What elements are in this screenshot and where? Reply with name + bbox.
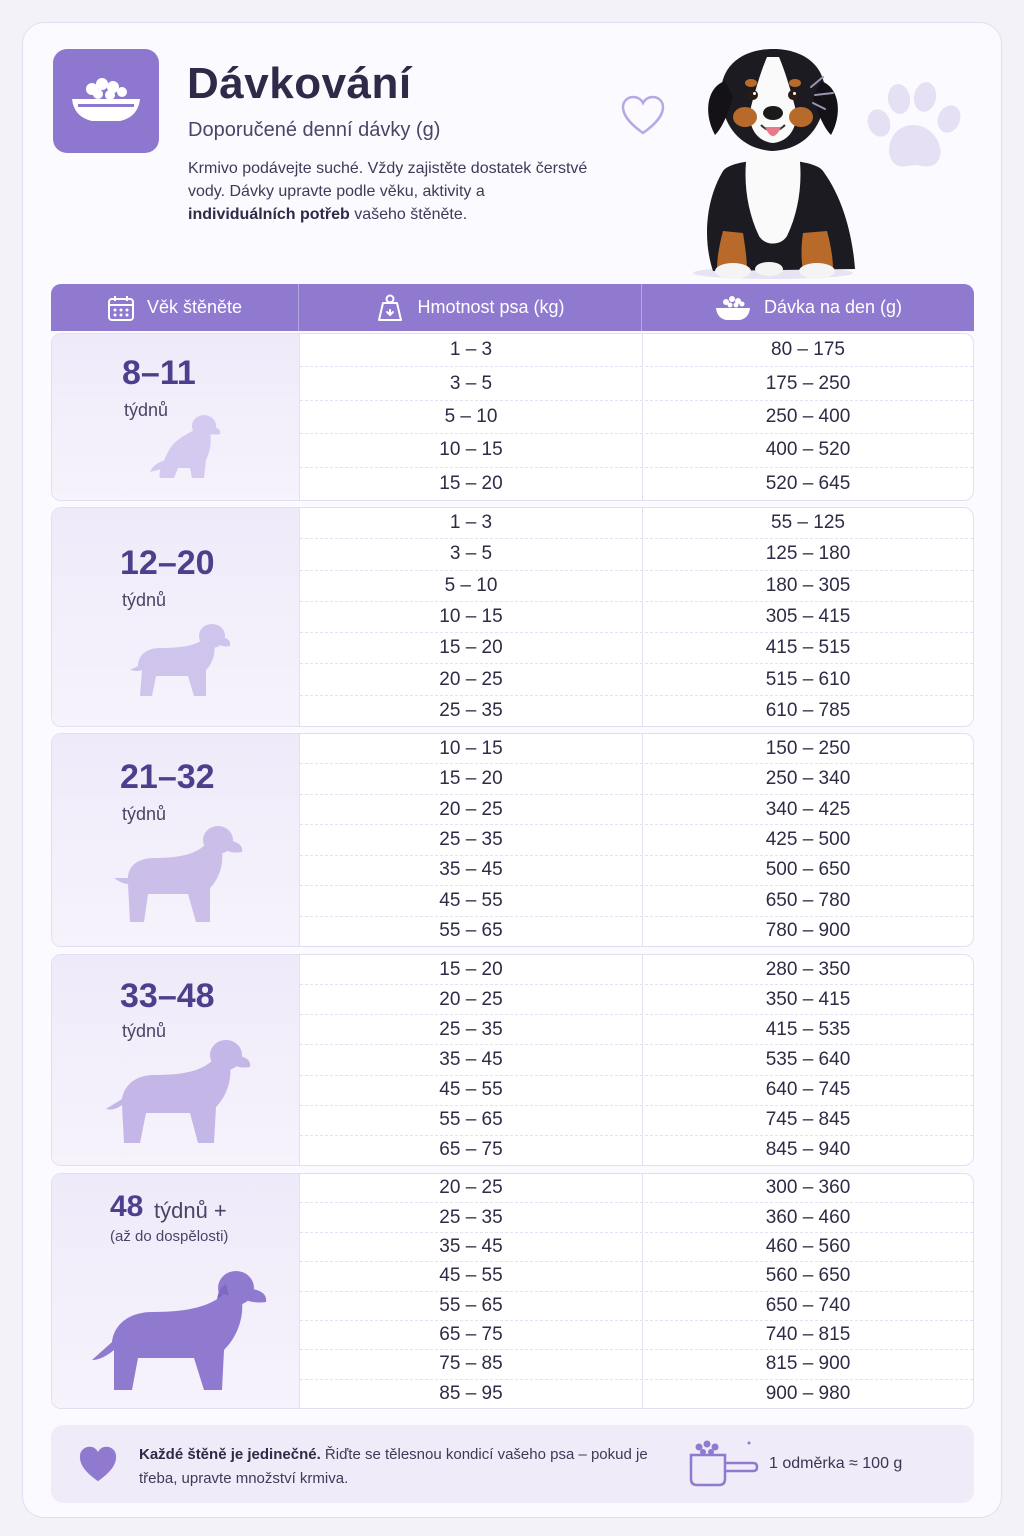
table-row: 55 – 65 780 – 900 [300, 917, 973, 946]
rows [300, 334, 973, 500]
age-cell [52, 955, 300, 1165]
age-range: 12–20 [120, 544, 215, 582]
adolescent-dog-silhouette-icon [104, 1035, 254, 1147]
table-row: 75 – 85 815 – 900 [300, 1350, 973, 1379]
age-group-8-11 [51, 333, 974, 501]
table-row: 5 – 10 250 – 400 [300, 401, 973, 434]
table-row: 55 – 65 650 – 740 [300, 1292, 973, 1321]
table-row: 1 – 3 55 – 125 [300, 508, 973, 539]
age-range: 48 [110, 1190, 144, 1223]
heart-outline-icon [621, 95, 665, 137]
table-row: 20 – 25 340 – 425 [300, 795, 973, 825]
table-row: 35 – 45 500 – 650 [300, 856, 973, 886]
table-row: 3 – 5 175 – 250 [300, 367, 973, 400]
table-row: 10 – 15 305 – 415 [300, 602, 973, 633]
table-row: 10 – 15 150 – 250 [300, 734, 973, 764]
age-range: 33–48 [120, 977, 215, 1015]
adult-dog-silhouette-icon [86, 1264, 272, 1394]
table-row: 15 – 20 415 – 515 [300, 633, 973, 664]
footer-text: Každé štěně je jedinečné. Řiďte se tělesnou kondicí vašeho psa – pokud je třeba, upravte množství krmiva. [139, 1446, 648, 1487]
age-unit: týdnů [122, 590, 167, 610]
puppy-silhouette-icon [124, 620, 234, 700]
rows [300, 508, 973, 726]
age-unit: týdnů [122, 1021, 167, 1041]
table-row: 25 – 35 425 – 500 [300, 825, 973, 855]
age-group-21-32 [51, 733, 974, 947]
table-row: 20 – 25 300 – 360 [300, 1174, 973, 1203]
table-row: 15 – 20 280 – 350 [300, 955, 973, 985]
table-row: 15 – 20 250 – 340 [300, 764, 973, 794]
table-row: 35 – 45 460 – 560 [300, 1233, 973, 1262]
footer-note [51, 1425, 974, 1503]
age-cell [52, 1174, 300, 1408]
intro-text: Krmivo podávejte suché. Vždy zajistěte dostatek čerstvé vody. Dávky upravte podle věku, aktivity a individuálních potřeb vašeho štěněte. [188, 160, 588, 223]
table-header [51, 284, 974, 331]
calendar-icon [107, 294, 135, 322]
rows [300, 955, 973, 1165]
table-row: 85 – 95 900 – 980 [300, 1380, 973, 1408]
age-note: (až do dospělosti) [110, 1228, 229, 1245]
table-row: 25 – 35 610 – 785 [300, 696, 973, 726]
age-cell [52, 734, 300, 946]
table-row: 10 – 15 400 – 520 [300, 434, 973, 467]
age-range: 21–32 [120, 758, 215, 796]
age-range: 8–11 [122, 354, 196, 392]
table-row: 45 – 55 640 – 745 [300, 1076, 973, 1106]
sparkle-lines-icon [807, 73, 837, 113]
age-unit: týdnů [122, 804, 167, 824]
table-row: 25 – 35 360 – 460 [300, 1203, 973, 1232]
age-group-33-48 [51, 954, 974, 1166]
food-bowl-small-icon [714, 294, 752, 322]
table-row: 35 – 45 535 – 640 [300, 1045, 973, 1075]
bernese-puppy-illustration [663, 41, 883, 281]
feeding-card [22, 22, 1002, 1518]
column-header-dose: Dávka na den (g) [642, 284, 974, 331]
rows [300, 1174, 973, 1408]
table-row: 65 – 75 845 – 940 [300, 1136, 973, 1165]
column-header-age: Věk štěněte [51, 284, 299, 331]
age-unit: týdnů [124, 400, 169, 420]
column-header-weight: Hmotnost psa (kg) [299, 284, 642, 331]
table-row: 45 – 55 650 – 780 [300, 886, 973, 916]
age-unit: týdnů + [154, 1198, 227, 1223]
scale-icon [375, 293, 405, 323]
page-subtitle: Doporučené denní dávky (g) [188, 119, 441, 141]
food-bowl-logo [53, 49, 159, 153]
table-row: 65 – 75 740 – 815 [300, 1321, 973, 1350]
table-row: 1 – 3 80 – 175 [300, 334, 973, 367]
table-row: 45 – 55 560 – 650 [300, 1262, 973, 1291]
scoop-measure-text: 1 odměrka ≈ 100 g [769, 1455, 903, 1472]
age-group-12-20 [51, 507, 974, 727]
young-dog-silhouette-icon [110, 822, 246, 926]
age-cell [52, 508, 300, 726]
food-bowl-icon [68, 73, 144, 129]
table-row: 3 – 5 125 – 180 [300, 539, 973, 570]
table-row: 20 – 25 350 – 415 [300, 985, 973, 1015]
rows [300, 734, 973, 946]
table-row: 5 – 10 180 – 305 [300, 571, 973, 602]
table-row: 15 – 20 520 – 645 [300, 468, 973, 500]
small-puppy-silhouette-icon [144, 412, 224, 482]
table-row: 20 – 25 515 – 610 [300, 664, 973, 695]
page-title: Dávkování [187, 59, 412, 108]
age-group-48-plus [51, 1173, 974, 1409]
measuring-scoop-icon [687, 1439, 761, 1489]
age-cell [52, 334, 300, 500]
heart-icon [77, 1445, 119, 1483]
table-row: 55 – 65 745 – 845 [300, 1106, 973, 1136]
table-row: 25 – 35 415 – 535 [300, 1015, 973, 1045]
